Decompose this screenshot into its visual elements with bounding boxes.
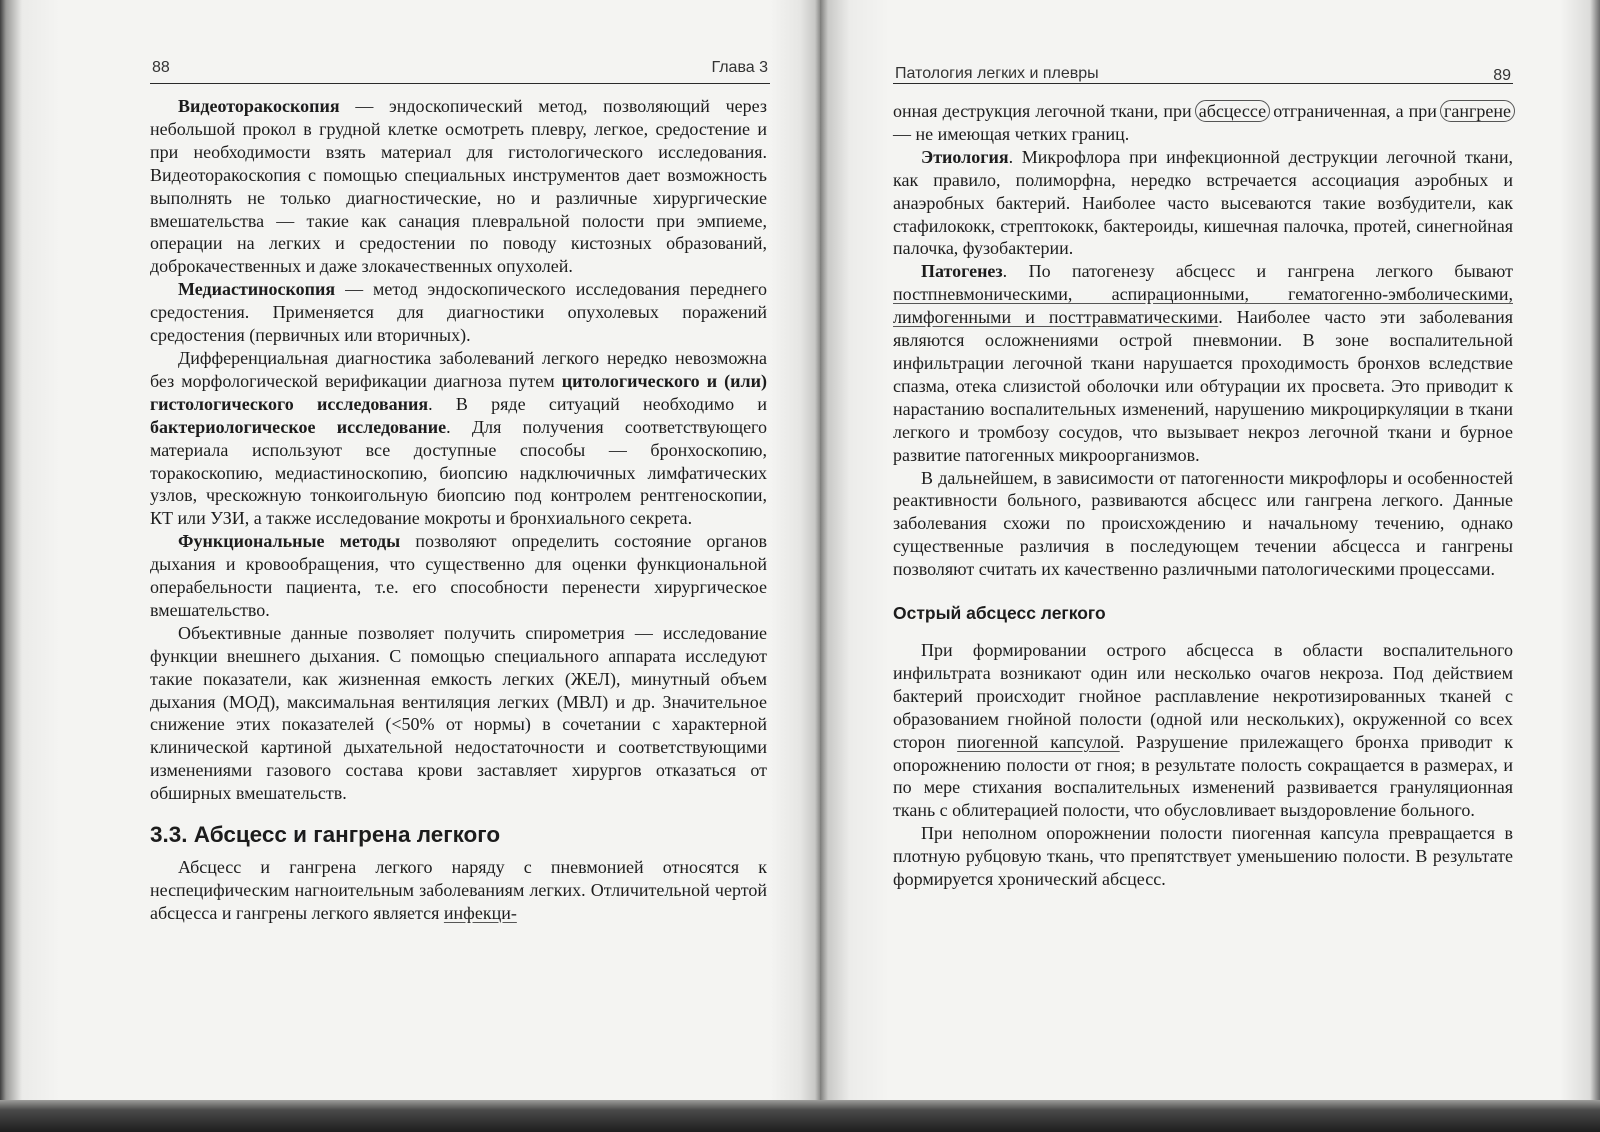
paragraph-text: . Микрофлора при инфекционной деструкции легочной ткани, как правило, полиморфна, нередко встречается ассоциация аэробных и анаэробных бактерий. Наиболее часто высеваются такие возбудители, как стафилококк, стрептококк, бактероиды, кишечная палочка, протей, синегнойная палочка, фузобактерии.	[893, 146, 1513, 259]
right-page-text	[893, 100, 1513, 891]
paragraph-text: Дифференциальная диагностика заболеваний легкого нередко невозможна без морфологической верификации диагноза путем	[150, 347, 767, 391]
paragraph-chronic-abscess	[893, 822, 1513, 891]
paragraph-text: Объективные данные позволяет получить спирометрия — исследование функции внешнего дыхания. С помощью специального аппарата исследуют такие показатели, как жизненная емкость легких (ЖЕЛ), минутный объем дыхания (МОД), максимальная вентиляция легких (МВЛ) и др. Значительное снижение этих показателей (<50% от нормы) в сочетании с характерной клинической картиной дыхательной недостаточности и соответствующими изменениями газового состава крови заставляет хирургов отказаться от обширных вмешательств.	[150, 622, 767, 804]
paragraph-functional-methods	[150, 530, 767, 622]
left-chapter-title: Глава 3	[711, 59, 768, 76]
paragraph-text: . По патогенезу абсцесс и гангрена легкого бывают	[1002, 261, 1513, 282]
right-page-number: 89	[1493, 67, 1511, 84]
book-bottom-edge	[0, 1100, 1600, 1132]
pen-circled-word: гангрене	[1440, 100, 1515, 122]
paragraph-text: Абсцесс и гангрена легкого наряду с пневмонией относятся к неспецифическим нагноительным заболеваниям легких. Отличительной чертой абсцесса и гангрены легкого является	[150, 857, 767, 923]
paragraph-text: позволяют определить состояние органов дыхания и кровообращения, что существенно для оценки функциональной операбельности пациента, т.е. его способности перенести хирургическое вмешательство.	[150, 531, 768, 620]
paragraph-differential-diagnosis	[150, 347, 767, 530]
paragraph-text: В дальнейшем, в зависимости от патогенности микрофлоры и особенностей реактивности больного, развиваются абсцесс или гангрена легкого. Данные заболевания схожи по происхождению и начальному течению, однако существенные различия в последующем течении абсцесса и гангрены позволяют считать их качественно различными патологическими процессами.	[893, 467, 1513, 580]
paragraph-text: — не имеющая четких границ.	[893, 123, 1130, 144]
pen-underlined-word: инфекци-	[443, 902, 517, 923]
term-bold: Видеоторакоскопия	[178, 96, 340, 116]
paragraph-further-development	[893, 467, 1513, 582]
left-page-text	[150, 95, 767, 925]
paragraph-text: . Для получения соответствующего материала используют все доступные способы — бронхоскопию, торакоскопию, медиастиноскопию, биопсию надключичных лимфатических узлов, чрескожную тонкоигольную биопсию под контролем рентгеноскопии, КТ или УЗИ, а также исследование мокроты и бронхиального секрета.	[150, 416, 767, 529]
paragraph-text: . Наиболее часто эти заболевания являются осложнениями острой пневмонии. В зоне воспалительной инфильтрации легочной ткани нарушается проходимость бронхов вследствие спазма, отека слизистой оболочки или обтурации их просвета. Это приводит к нарастанию воспалительных изменений, нарушению микроциркуляции в ткани легкого и тромбозу сосудов, что вызывает некроз легочной ткани и бурное развитие патогенных микроорганизмов.	[893, 307, 1513, 465]
paragraph-text: онная деструкция легочной ткани, при	[893, 101, 1197, 121]
paragraph-text: — метод эндоскопического исследования переднего средостения. Применяется для диагностики опухолевых поражений средостения (первичных или вторичных).	[150, 279, 767, 346]
subsection-heading: Острый абсцесс легкого	[893, 603, 1106, 624]
term-bold: Функциональные методы	[178, 531, 401, 552]
paragraph-mediastinoscopy	[150, 278, 767, 347]
pen-circled-word: абсцессе	[1195, 100, 1270, 122]
paragraph-text: — эндоскопический метод, позволяющий через небольшой прокол в грудной клетке осмотреть плевру, легкое, средостение и при необходимости взять материал для гистологического исследования. Видеоторакоскопия с помощью специальных инструментов дает возможность выполнять не только диагностические, но и различные хирургические вмешательства — такие как санация плевральной полости при эмпиеме, операции на легких и средостении по поводу кистозных образований, доброкачественных и даже злокачественных опухолей.	[150, 96, 767, 277]
section-heading: 3.3. Абсцесс и гангрена легкого	[150, 822, 501, 848]
paragraph-acute-abscess	[893, 639, 1513, 822]
paragraph-text: . В ряде ситуаций необходимо и	[428, 393, 767, 414]
paragraph-text: При формировании острого абсцесса в области воспалительного инфильтрата возникают один или несколько очагов некроза. Под действием бактерий происходит гнойное расплавление некротизированных тканей с образованием гнойной полости (одной или нескольких), окруженной со всех сторон	[893, 640, 1513, 752]
left-running-head	[150, 57, 770, 84]
pen-underlined-phrase: пиогенной капсулой	[957, 731, 1120, 752]
paragraph-spirometry	[150, 622, 767, 805]
right-section-title: Патология легких и плевры	[895, 65, 1099, 82]
left-page-number: 88	[152, 59, 170, 76]
term-bold: Медиастиноскопия	[178, 279, 336, 300]
paragraph-continuation	[893, 100, 1513, 146]
paragraph-text: При неполном опорожнении полости пиогенная капсула превращается в плотную рубцовую ткань, что препятствует уменьшению полости. В результате формируется хронический абсцесс.	[893, 823, 1513, 890]
paragraph-section-intro	[150, 856, 767, 925]
paragraph-text: . Разрушение прилежащего бронха приводит к опорожнению полости от гноя; в результате полость сокращается в размерах, и по мере стихания воспалительных изменений развивается грануляционная ткань с облитерацией полости, что обусловливает выздоровление больного.	[893, 731, 1513, 821]
paragraph-videothoracoscopy	[150, 95, 767, 278]
term-bold: Патогенез	[921, 261, 1003, 282]
term-bold: Этиология	[921, 146, 1009, 167]
paragraph-pathogenesis	[893, 260, 1513, 466]
term-bold: бактериологическое исследование	[150, 416, 447, 437]
right-running-head	[893, 57, 1513, 84]
paragraph-text: отграниченная, а при	[1268, 101, 1442, 121]
term-bold: цитологического и (или) гистологического исследования	[150, 370, 767, 414]
pen-underlined-phrase: постпневмоническими, аспирационными, гематогенно-эмболическими, лимфогенными и посттравматическими	[893, 284, 1513, 328]
paragraph-etiology	[893, 146, 1513, 261]
